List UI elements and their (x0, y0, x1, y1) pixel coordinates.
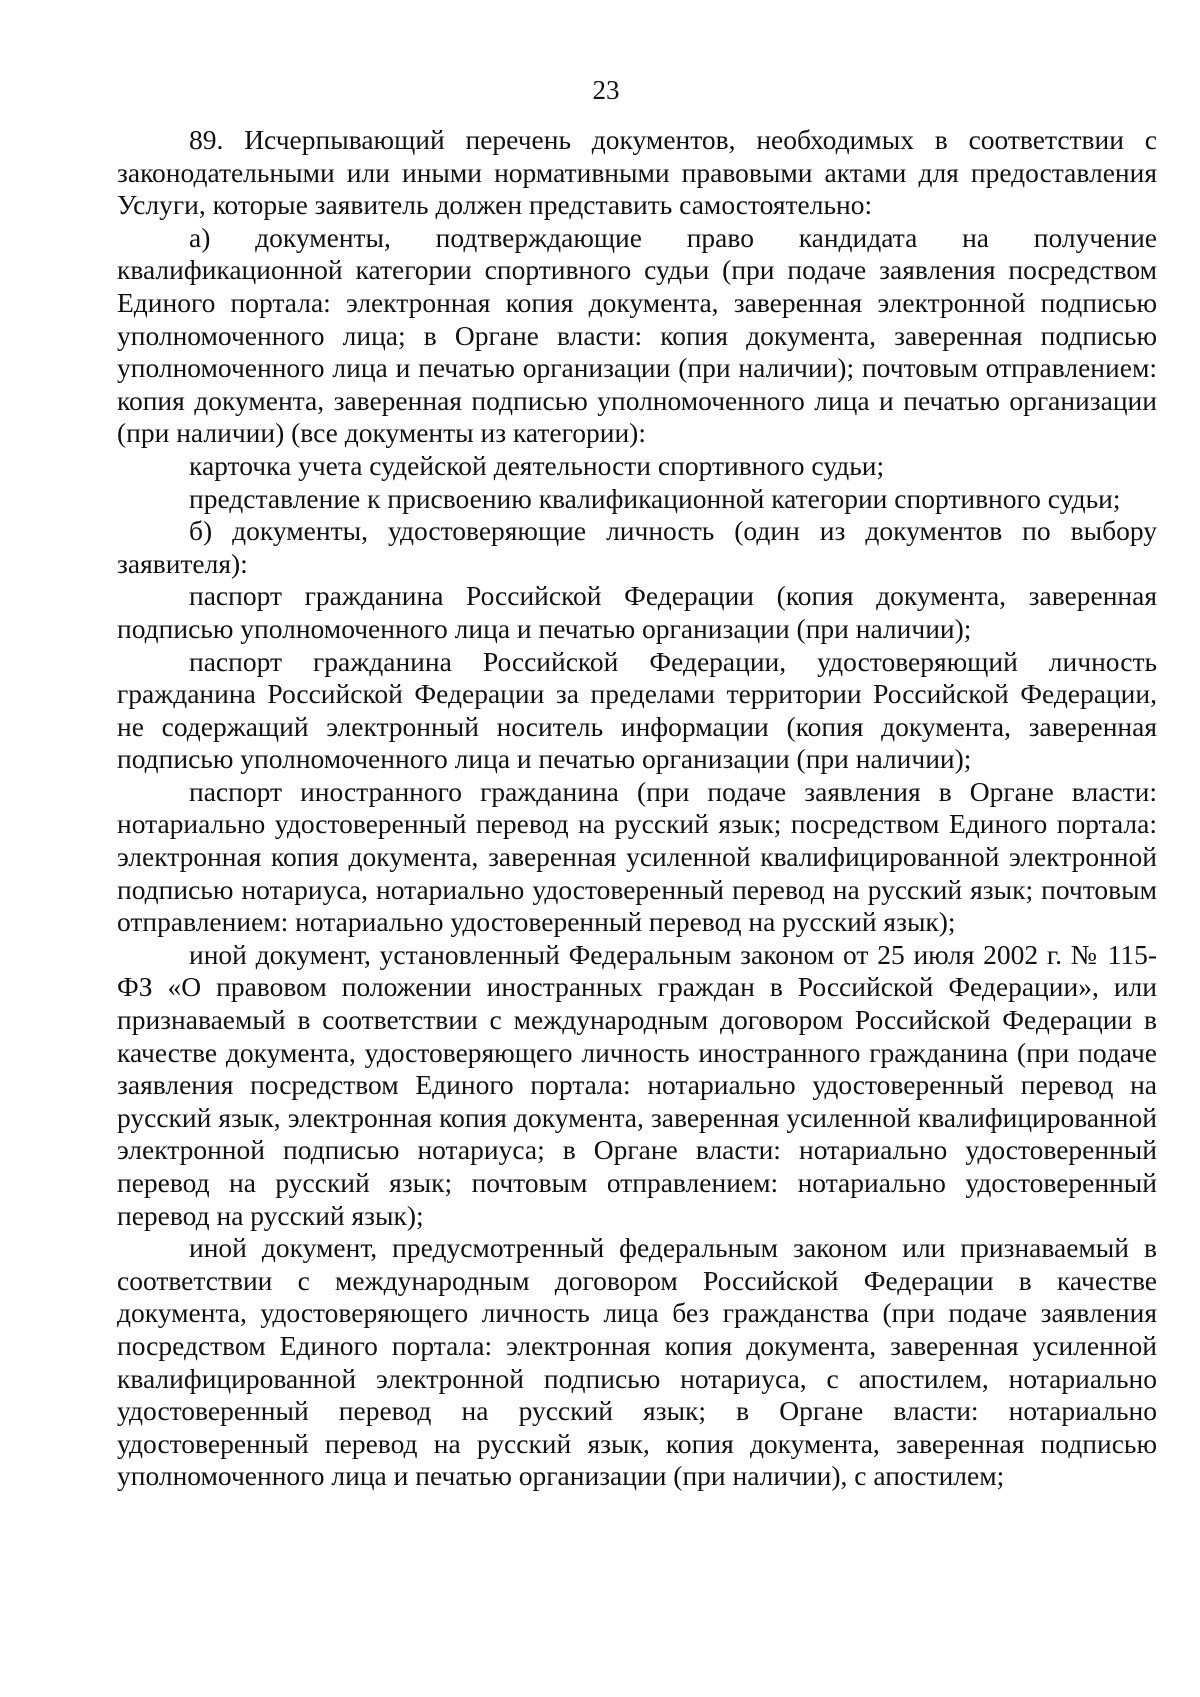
paragraph-foreign-travel-passport: паспорт гражданина Российской Федерации, удостоверяющий личность гражданина Российской Федерации за пределами территории Российской Федерации, не содержащий электронный носитель информации (копия документа, заверенная подписью уполномоченного лица и печатью организации (при наличии); (117, 645, 1157, 775)
paragraph-foreign-citizen-passport: паспорт иностранного гражданина (при подаче заявления в Органе власти: нотариально удостоверенный перевод на русский язык; посредством Единого портала: электронная копия документа, заверенная усиленной квалифицированной электронной подписью нотариуса, нотариально удостоверенный перевод на русский язык; почтовым отправлением: нотариально удостоверенный перевод на русский язык); (117, 775, 1157, 938)
paragraph-item-a: а) документы, подтверждающие право кандидата на получение квалификационной категории спортивного судьи (при подаче заявления посредством Единого портала: электронная копия документа, заверенная электронной подписью уполномоченного лица; в Органе власти: копия документа, заверенная подписью уполномоченного лица и печатью организации (при наличии); почтовым отправлением: копия документа, заверенная подписью уполномоченного лица и печатью организации (при наличии) (все документы из категории): (117, 221, 1157, 449)
paragraph-89-intro: 89. Исчерпывающий перечень документов, необходимых в соответствии с законодательными или иными нормативными правовыми актами для предоставления Услуги, которые заявитель должен представить самостоятельно: (117, 124, 1157, 221)
document-body (117, 124, 1157, 1493)
paragraph-stateless-document: иной документ, предусмотренный федеральным законом или признаваемый в соответствии с международным договором Российской Федерации в качестве документа, удостоверяющего личность лица без гражданства (при подаче заявления посредством Единого портала: электронная копия документа, заверенная усиленной квалифицированной электронной подписью нотариуса, с апостилем, нотариально удостоверенный перевод на русский язык; в Органе власти: нотариально удостоверенный перевод на русский язык, копия документа, заверенная подписью уполномоченного лица и печатью организации (при наличии), с апостилем; (117, 1232, 1157, 1492)
paragraph-rf-passport: паспорт гражданина Российской Федерации (копия документа, заверенная подписью уполномоченного лица и печатью организации (при наличии); (117, 580, 1157, 644)
paragraph-nomination: представление к присвоению квалификационной категории спортивного судьи; (189, 482, 1121, 514)
paragraph-referee-card: карточка учета судейской деятельности спортивного судьи; (189, 449, 885, 481)
page-number: 23 (592, 75, 620, 105)
paragraph-other-document-115fz: иной документ, установленный Федеральным законом от 25 июля 2002 г. № 115-ФЗ «О правовом положении иностранных граждан в Российской Федерации», или признаваемый в соответствии с международным договором Российской Федерации в качестве документа, удостоверяющего личность иностранного гражданина (при подаче заявления посредством Единого портала: нотариально удостоверенный перевод на русский язык, электронная копия документа, заверенная усиленной квалифицированной электронной подписью нотариуса; в Органе власти: нотариально удостоверенный перевод на русский язык; почтовым отправлением: нотариально удостоверенный перевод на русский язык); (117, 938, 1157, 1231)
paragraph-item-b: б) документы, удостоверяющие личность (один из документов по выбору заявителя): (117, 515, 1157, 579)
